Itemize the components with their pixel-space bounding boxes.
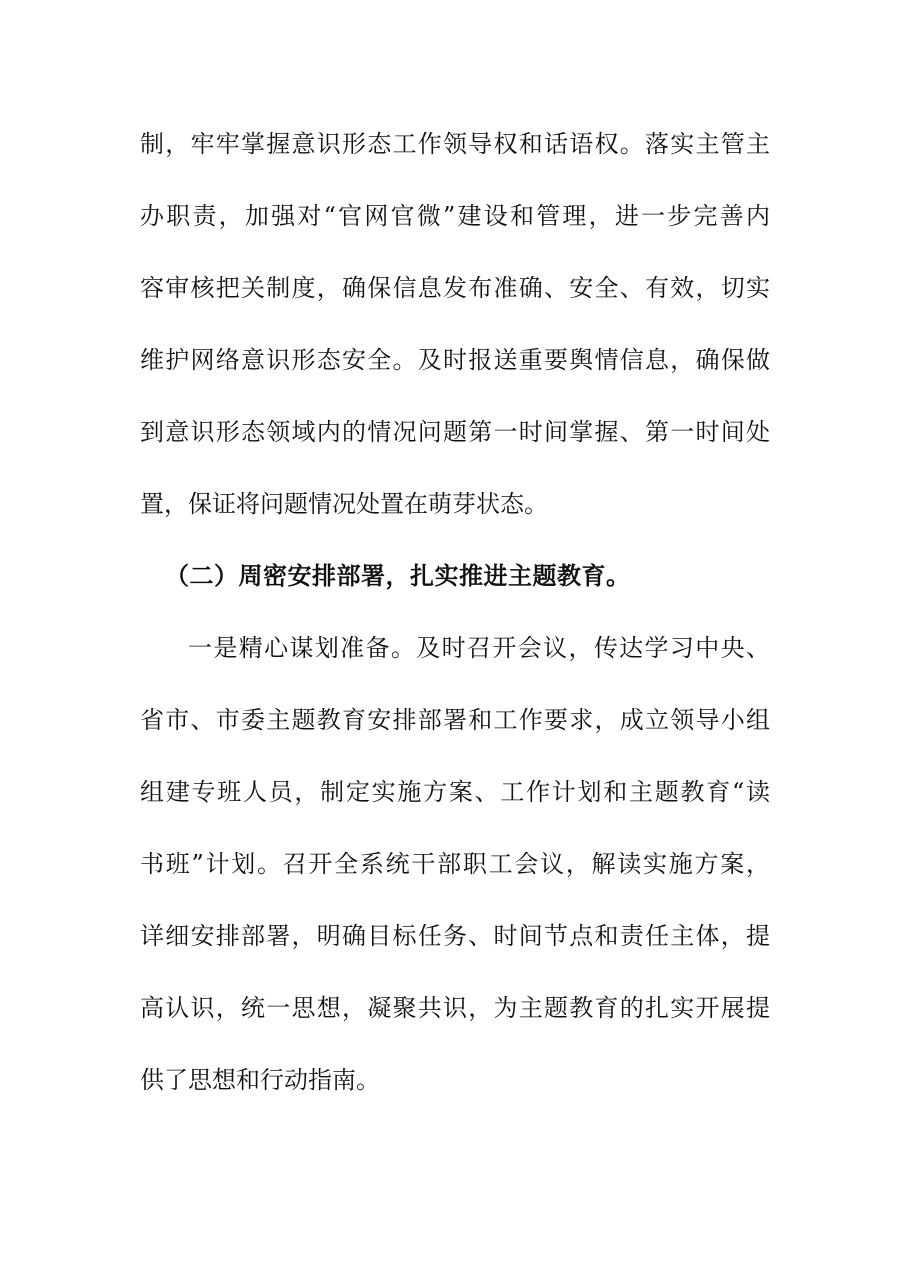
body-text-line: 省市、市委主题教育安排部署和工作要求，成立领导小组 xyxy=(140,706,770,734)
body-text-line: 书班”计划。召开全系统干部职工会议，解读实施方案， xyxy=(140,850,770,878)
body-text-line: 容审核把关制度，确保信息发布准确、安全、有效，切实 xyxy=(140,274,770,302)
body-text-line: 到意识形态领域内的情况问题第一时间掌握、第一时间处 xyxy=(140,418,770,446)
body-text-line: 高认识，统一思想，凝聚共识，为主题教育的扎实开展提 xyxy=(140,994,770,1022)
body-text-line: 制，牢牢掌握意识形态工作领导权和话语权。落实主管主 xyxy=(140,130,770,158)
body-text-line: 组建专班人员，制定实施方案、工作计划和主题教育“读 xyxy=(140,778,770,806)
body-text-line: 一是精心谋划准备。及时召开会议，传达学习中央、 xyxy=(188,634,770,662)
section-heading: （二）周密安排部署，扎实推进主题教育。 xyxy=(165,562,631,590)
body-text-line: 维护网络意识形态安全。及时报送重要舆情信息，确保做 xyxy=(140,346,770,374)
body-text-line: 置，保证将问题情况处置在萌芽状态。 xyxy=(140,490,548,518)
body-text-line: 详细安排部署，明确目标任务、时间节点和责任主体，提 xyxy=(140,922,770,950)
body-text-line: 办职责，加强对“官网官微”建设和管理，进一步完善内 xyxy=(140,202,770,230)
body-text-line: 供了思想和行动指南。 xyxy=(140,1066,380,1094)
